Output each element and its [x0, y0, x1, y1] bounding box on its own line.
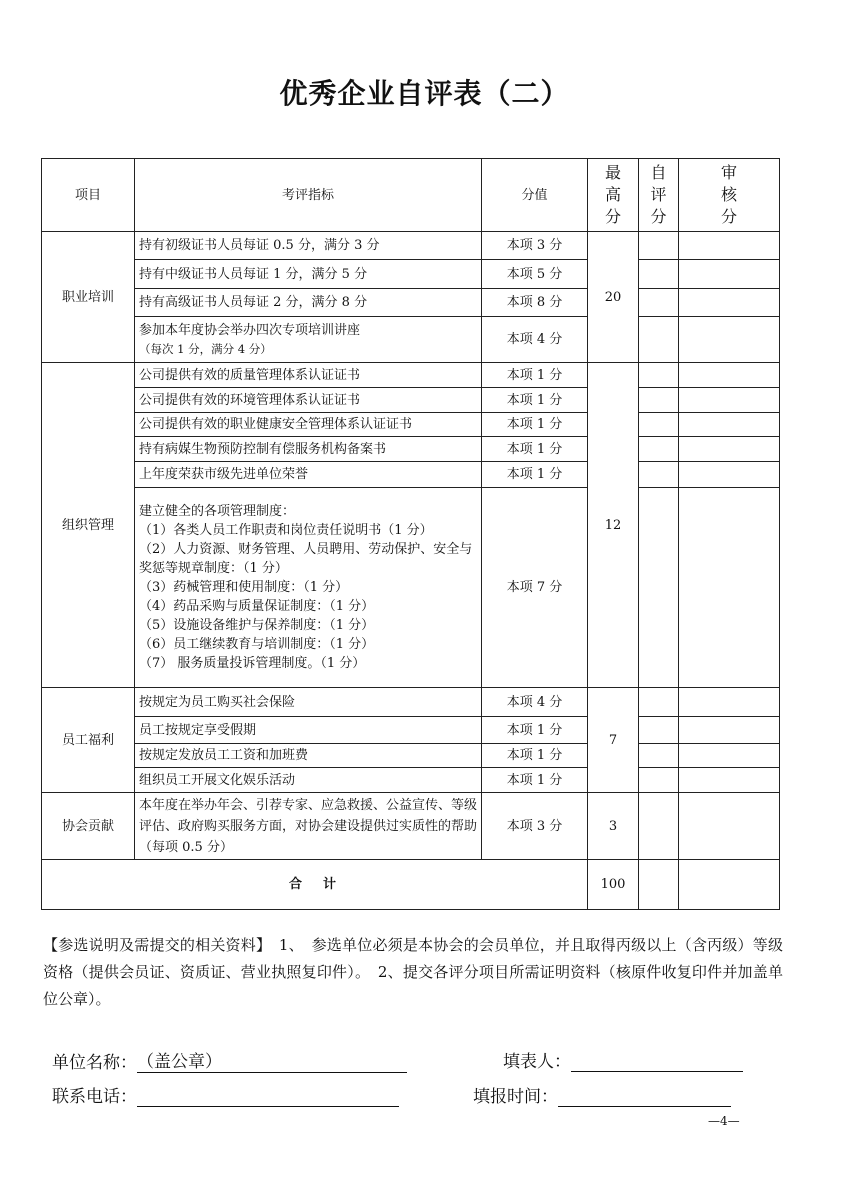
review-score-total-cell[interactable] [679, 860, 780, 910]
header-points: 分值 [482, 159, 588, 232]
section-welfare-max: 7 [588, 688, 639, 793]
self-score-cell[interactable] [639, 744, 679, 768]
review-score-cell[interactable] [679, 413, 780, 437]
self-score-cell[interactable] [639, 462, 679, 488]
review-score-cell[interactable] [679, 260, 780, 289]
criteria-cell: 公司提供有效的职业健康安全管理体系认证证书 [135, 413, 482, 437]
criteria-cell: 持有病媒生物预防控制有偿服务机构备案书 [135, 437, 482, 462]
review-score-cell[interactable] [679, 488, 780, 688]
criteria-cell: 公司提供有效的质量管理体系认证证书 [135, 363, 482, 388]
table-row [42, 388, 780, 413]
criteria-cell: 公司提供有效的环境管理体系认证证书 [135, 388, 482, 413]
review-score-cell[interactable] [679, 437, 780, 462]
review-score-cell[interactable] [679, 317, 780, 363]
points-cell: 本项 1 分 [482, 413, 588, 437]
unit-name-field [52, 1047, 407, 1073]
criteria-cell: 组织员工开展文化娱乐活动 [135, 768, 482, 793]
page-number: —4— [708, 1114, 740, 1128]
date-input[interactable] [558, 1084, 731, 1107]
points-cell: 本项 1 分 [482, 717, 588, 744]
table-row [42, 488, 780, 688]
self-score-cell[interactable] [639, 437, 679, 462]
section-management-label: 组织管理 [42, 363, 135, 688]
phone-input[interactable] [137, 1084, 399, 1107]
page-title: 优秀企业自评表（二） [279, 77, 570, 110]
points-cell: 本项 1 分 [482, 437, 588, 462]
table-row [42, 260, 780, 289]
table-row [42, 317, 780, 363]
self-score-cell[interactable] [639, 413, 679, 437]
table-header-row [42, 159, 780, 232]
table-row [42, 768, 780, 793]
unit-name-label: 单位名称： [52, 1053, 137, 1073]
points-cell: 本项 4 分 [482, 688, 588, 717]
section-training-max: 20 [588, 232, 639, 363]
self-score-cell[interactable] [639, 688, 679, 717]
points-cell: 本项 4 分 [482, 317, 588, 363]
criteria-cell: 持有初级证书人员每证 0.5 分，满分 3 分 [135, 232, 482, 260]
phone-label: 联系电话： [52, 1087, 137, 1107]
date-label: 填报时间： [473, 1087, 558, 1107]
criteria-cell: 持有中级证书人员每证 1 分，满分 5 分 [135, 260, 482, 289]
filler-label: 填表人： [503, 1052, 571, 1072]
section-management-max: 12 [588, 363, 639, 688]
self-evaluation-table [41, 158, 780, 910]
notes-paragraph: 【参选说明及需提交的相关资料】 1、 参选单位必须是本协会的会员单位，并且取得丙级以上（含丙级）等级资格（提供会员证、资质证、营业执照复印件）。 2、提交各评分项目所需证明资料（核原件收复印件并加盖单位公章）。 [43, 936, 783, 1008]
criteria-cell: 按规定为员工购买社会保险 [135, 688, 482, 717]
filler-field [503, 1047, 743, 1072]
table-row [42, 793, 780, 860]
table-row [42, 688, 780, 717]
points-cell: 本项 1 分 [482, 744, 588, 768]
header-max-score: 最 高 分 [588, 159, 639, 232]
self-score-cell[interactable] [639, 260, 679, 289]
points-cell: 本项 7 分 [482, 488, 588, 688]
self-score-cell[interactable] [639, 768, 679, 793]
self-score-cell[interactable] [639, 363, 679, 388]
total-row [42, 860, 780, 910]
points-cell: 本项 3 分 [482, 232, 588, 260]
points-cell: 本项 3 分 [482, 793, 588, 860]
criteria-cell: 按规定发放员工工资和加班费 [135, 744, 482, 768]
points-cell: 本项 1 分 [482, 462, 588, 488]
unit-name-input[interactable]: （盖公章） [137, 1047, 407, 1073]
self-score-cell[interactable] [639, 793, 679, 860]
section-contribution-label: 协会贡献 [42, 793, 135, 860]
total-label: 合 计 [42, 860, 588, 910]
header-criteria: 考评指标 [135, 159, 482, 232]
criteria-cell: 员工按规定享受假期 [135, 717, 482, 744]
management-system-cell: 建立健全的各项管理制度： （1）各类人员工作职责和岗位责任说明书（1 分） （2）人力资源、财务管理、人员聘用、劳动保护、安全与奖惩等规章制度：（1 分） （3）药械管理和使用制度：（1 分） （4）药品采购与质量保证制度：（1 分） （5）设施设备维护与保养制度：（1 分） （6）员工继续教育与培训制度：（1 分） （7） 服务质量投诉管理制度。（1 分） [135, 488, 482, 688]
phone-field [52, 1082, 399, 1107]
points-cell: 本项 8 分 [482, 289, 588, 317]
section-welfare-label: 员工福利 [42, 688, 135, 793]
table-row [42, 717, 780, 744]
date-field [473, 1082, 731, 1107]
review-score-cell[interactable] [679, 768, 780, 793]
points-cell: 本项 5 分 [482, 260, 588, 289]
filler-input[interactable] [571, 1049, 743, 1072]
self-score-total-cell[interactable] [639, 860, 679, 910]
points-cell: 本项 1 分 [482, 388, 588, 413]
header-item: 项目 [42, 159, 135, 232]
table-row [42, 289, 780, 317]
table-row [42, 462, 780, 488]
criteria-cell: 本年度在举办年会、引荐专家、应急救援、公益宣传、等级评估、政府购买服务方面，对协会建设提供过实质性的帮助（每项 0.5 分） [135, 793, 482, 860]
criteria-cell: 参加本年度协会举办四次专项培训讲座 （每次 1 分，满分 4 分） [135, 317, 482, 363]
review-score-cell[interactable] [679, 793, 780, 860]
table-row [42, 413, 780, 437]
points-cell: 本项 1 分 [482, 363, 588, 388]
self-score-cell[interactable] [639, 488, 679, 688]
criteria-cell: 上年度荣获市级先进单位荣誉 [135, 462, 482, 488]
table-row [42, 437, 780, 462]
table-row [42, 232, 780, 260]
section-contribution-max: 3 [588, 793, 639, 860]
header-self-score: 自 评 分 [639, 159, 679, 232]
points-cell: 本项 1 分 [482, 768, 588, 793]
table-row [42, 363, 780, 388]
review-score-cell[interactable] [679, 462, 780, 488]
review-score-cell[interactable] [679, 744, 780, 768]
review-score-cell[interactable] [679, 363, 780, 388]
self-score-cell[interactable] [639, 388, 679, 413]
self-score-cell[interactable] [639, 289, 679, 317]
section-training-label: 职业培训 [42, 232, 135, 363]
criteria-cell: 持有高级证书人员每证 2 分，满分 8 分 [135, 289, 482, 317]
self-score-cell[interactable] [639, 232, 679, 260]
review-score-cell[interactable] [679, 388, 780, 413]
review-score-cell[interactable] [679, 688, 780, 717]
total-value: 100 [588, 860, 639, 910]
self-score-cell[interactable] [639, 717, 679, 744]
review-score-cell[interactable] [679, 232, 780, 260]
review-score-cell[interactable] [679, 289, 780, 317]
review-score-cell[interactable] [679, 717, 780, 744]
table-row [42, 744, 780, 768]
header-review-score: 审 核 分 [679, 159, 780, 232]
self-score-cell[interactable] [639, 317, 679, 363]
